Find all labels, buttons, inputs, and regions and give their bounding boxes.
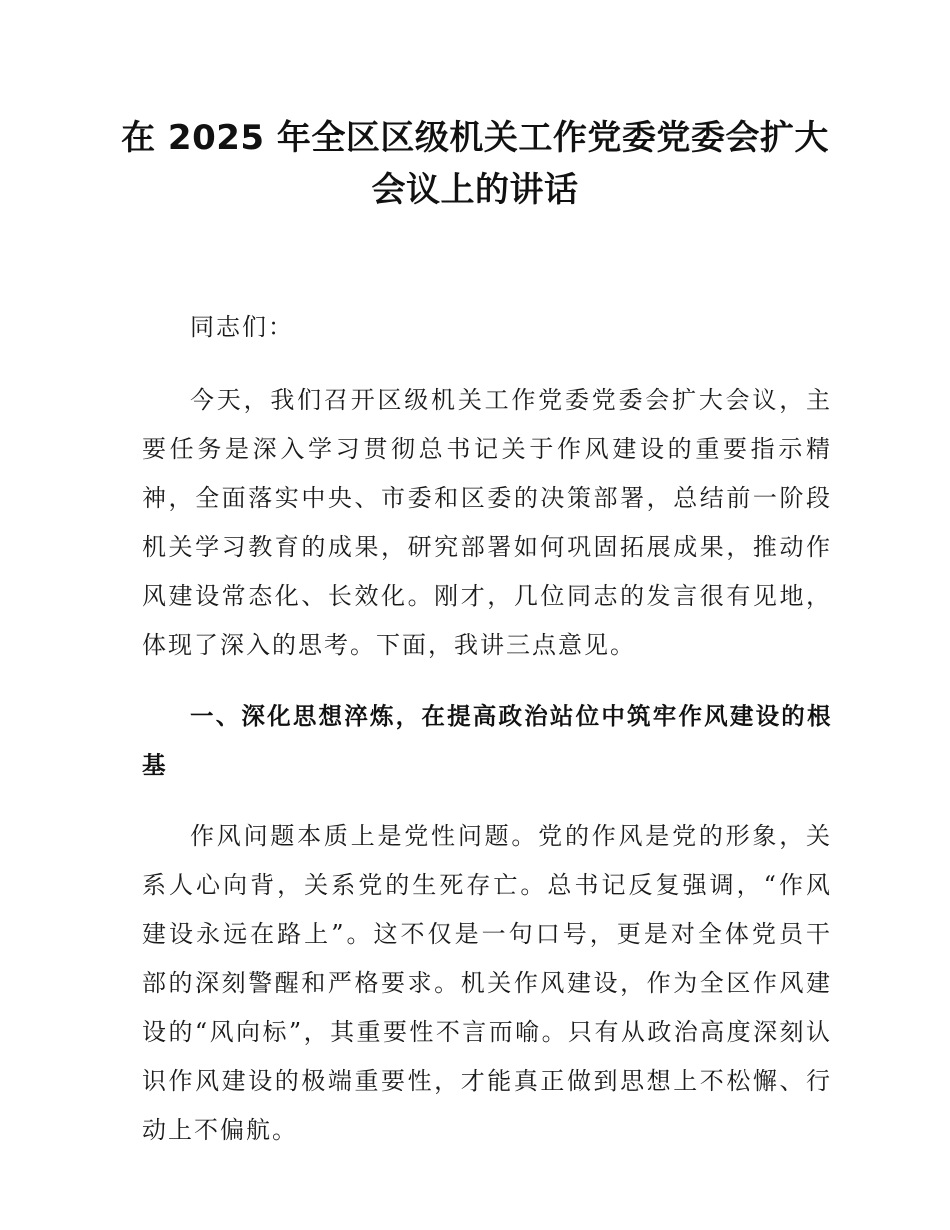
salutation: 同志们： xyxy=(190,313,294,341)
document-body xyxy=(142,303,832,1155)
section-heading-1: 一、深化思想淬炼，在提高政治站位中筑牢作风建设的根基 xyxy=(142,702,832,779)
section-1-paragraph: 作风问题本质上是党性问题。党的作风是党的形象，关系人心向背，关系党的生死存亡。总书记反复强调，“作风建设永远在路上”。这不仅是一句口号，更是对全体党员干部的深刻警醒和严格要求。机关作风建设，作为全区作风建设的“风向标”，其重要性不言而喻。只有从政治高度深刻认识作风建设的极端重要性，才能真正做到思想上不松懈、行动上不偏航。 xyxy=(142,822,832,1144)
intro-paragraph: 今天，我们召开区级机关工作党委党委会扩大会议，主要任务是深入学习贯彻总书记关于作风建设的重要指示精神，全面落实中央、市委和区委的决策部署，总结前一阶段机关学习教育的成果，研究部署如何巩固拓展成果，推动作风建设常态化、长效化。刚才，几位同志的发言很有见地，体现了深入的思考。下面，我讲三点意见。 xyxy=(142,386,832,659)
document-title xyxy=(120,112,830,216)
title-line-2: 会议上的讲话 xyxy=(371,170,579,210)
title-line-1: 在 2025 年全区区级机关工作党委党委会扩大 xyxy=(121,118,829,158)
